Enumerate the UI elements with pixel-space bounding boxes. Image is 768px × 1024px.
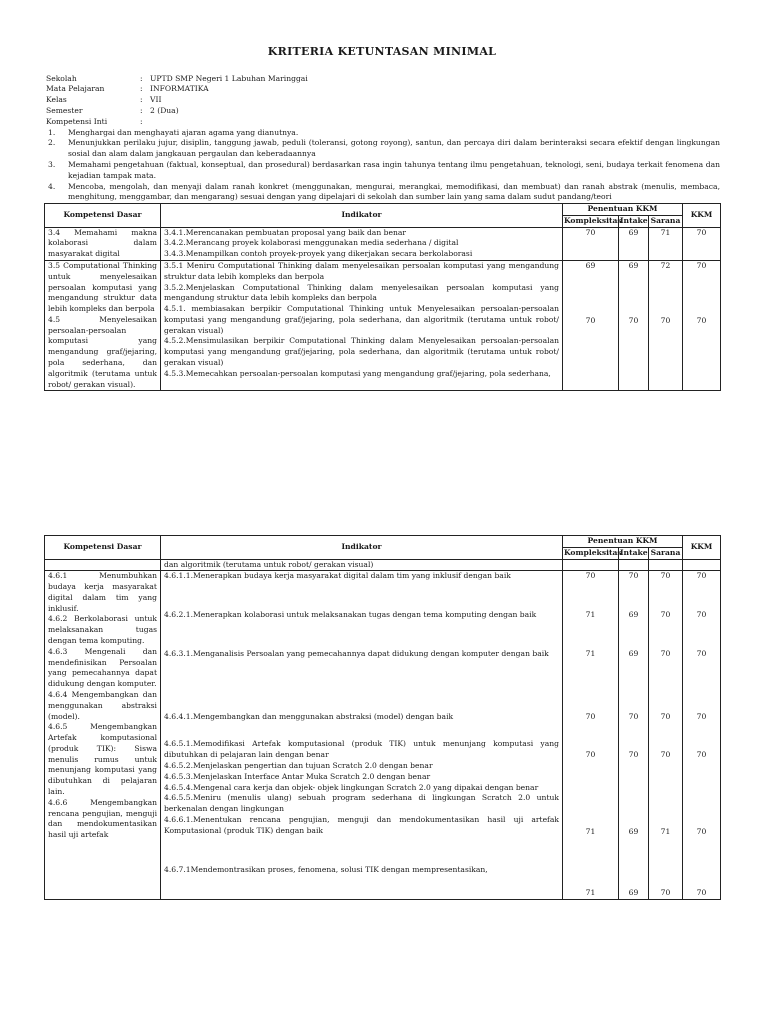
header-intake: Intake: [619, 547, 649, 559]
document-title: KRITERIA KETUNTASAN MINIMAL: [267, 45, 497, 58]
table-row: 3.4 Memahami makna kolaborasi dalam masyarakat digital 3.4.1.Merencanakan pembuatan proposal yang baik dan benar 3.4.2.Merancang proyek kolaborasi menggunakan media sederhana / digital 3.4.3.Menampilkan contoh proyek-proyek yang dikerjakan secara berkolaborasi 70 69 71 70: [45, 227, 721, 260]
header-kompetensi-dasar: Kompetensi Dasar: [45, 536, 161, 560]
header-penentuan-kkm: Penentuan KKM: [563, 536, 683, 548]
indicator-continuation: dan algoritmik (terutama untuk robot/ gerakan visual): [161, 559, 563, 571]
list-item: 4. Mencoba, mengolah, dan menyaji dalam ranah konkret (menggunakan, mengurai, merangkai, memodifikasi, dan membuat) dan ranah abstrak (menulis, membaca, menghitung, menggambar, dan mengarang) sesuai dengan yang dipelajari di sekolah dan sumber lain yang sama dalam sudut pandang/teori: [48, 181, 720, 202]
kkm-table-2: [44, 535, 721, 900]
meta-label: Semester: [46, 106, 83, 115]
header-kkm: KKM: [683, 536, 721, 560]
header-sarana: Sarana: [649, 547, 683, 559]
meta-label: Mata Pelajaran: [46, 84, 105, 94]
meta-label: Sekolah: [46, 73, 77, 83]
table-row: 4.6.1 Menumbuhkan budaya kerja masyarakat digital dalam tim yang inklusif. 4.6.2 Berkolaborasi untuk melaksanakan tugas dengan tema komputing. 4.6.3 Mengenali dan mendefinisikan Persoalan yang pemecahannya dapat didukung dengan komputer. 4.6.4 Mengembangkan dan menggunakan abstraksi (model). 4.6.5 Mengembangkan Artefak komputasional (produk TIK): Siswa menulis rumus untuk menunjang komputasi yang dibutuhkan di pelajaran lain. 4.6.6 Mengembangkan rencana pengujian, menguji dan mendokumentasikan hasil uji artefak 4.6.1.1.Menerapkan budaya kerja masyarakat digital dalam tim yang inklusif dengan baik 4.6.2.1.Menerapkan kolaborasi untuk melaksanakan tugas dengan tema komputing dengan baik 4.6.3.1.Menganalisis Persoalan yang pemecahannya dapat didukung dengan komputer dengan baik 4.6.4.1.Mengembangkan dan menggunakan abstraksi (model) dengan baik 4.6.5.1.Memodifikasi Artefak komputasional (produk TIK) untuk menunjang komputasi yang dibutuhkan di pelajaran lain dengan benar 4.6.5.2.Menjelaskan pengertian dan tujuan Scratch 2.0 dengan benar 4.6.5.3.Menjelaskan Interface Antar Muka Scratch 2.0 dengan benar 4.6.5.4.Mengenal cara kerja dan objek- objek lingkungan Scratch 2.0 yang dipakai dengan benar 4.6.5.5.Meniru (menulis ulang) sebuah program sederhana di lingkungan Scratch 2.0 untuk berkenalan dengan lingkungan 4.6.6.1.Menentukan rencana pengujian, menguji dan mendokumentasikan hasil uji artefak Komputasional (produk TIK) dengan baik 4.6.7.1Mendemontrasikan proses, fenomena, solusi TIK dengan mempresentasikan, 70 71 71 70 70 71 71 70 69 69 70 70 69 69 70 70 70 70 70 71 70 70 70 70 70 70 70 70: [45, 571, 721, 899]
header-kompetensi-dasar: Kompetensi Dasar: [45, 204, 161, 228]
table-row: [45, 559, 721, 571]
table-row: 3.5 Computational Thinking untuk menyelesaikan persoalan komputasi yang mengandung struktur data lebih kompleks dan berpola 4.5 Menyelesaikan persoalan-persoalan komputasi yang mengandung graf/jejaring, pola sederhana, dan algoritmik (terutama untuk robot/ gerakan visual). 3.5.1 Meniru Computational Thinking dalam menyelesaikan persoalan komputasi yang mengandung struktur data lebih kompleks dan berpola 3.5.2.Menjelaskan Computational Thinking dalam menyelesaikan persoalan komputasi yang mengandung struktur data lebih kompleks dan berpola 4.5.1. membiasakan berpikir Computational Thinking untuk Menyelesaikan persoalan-persoalan komputasi yang mengandung graf/jejaring, pola sederhana, dan algoritmik (terutama untuk robot/ gerakan visual) 4.5.2.Mensimulasikan berpikir Computational Thinking dalam Menyelesaikan persoalan-persoalan komputasi yang mengandung graf/jejaring, pola sederhana, dan algoritmik (terutama untuk robot/ gerakan visual) 4.5.3.Memecahkan persoalan-persoalan komputasi yang mengandung graf/jejaring, pola sederhana, 69 70 69 70 72 70 70 70: [45, 260, 721, 390]
identity-block: Sekolah : UPTD SMP Negeri 1 Labuhan Maringgai Mata Pelajaran : INFORMATIKA Kelas : VII Semester : 2 (Dua) Kompetensi Inti :: [46, 74, 720, 128]
list-item: 2. Menunjukkan perilaku jujur, disiplin, tanggung jawab, peduli (toleransi, gotong royong), santun, dan percaya diri dalam berinteraksi secara efektif dengan lingkungan sosial dan alam dalam jangkauan pergaulan dan keberadaannya: [48, 138, 720, 159]
meta-label: Kelas: [46, 95, 67, 105]
kkm-table-1: [44, 203, 721, 391]
header-kompleksitas: Kompleksitas: [563, 547, 619, 559]
meta-value: [150, 117, 720, 128]
header-sarana: Sarana: [649, 215, 683, 227]
meta-label: Kompetensi Inti: [46, 116, 108, 126]
header-kompleksitas: Kompleksitas: [563, 215, 619, 227]
meta-value: VII: [150, 95, 162, 105]
header-indikator: Indikator: [161, 204, 563, 228]
meta-value: INFORMATIKA: [150, 84, 209, 94]
list-item: 1. Menghargai dan menghayati ajaran agama yang dianutnya.: [48, 127, 299, 137]
indicator-cell: 4.6.1.1.Menerapkan budaya kerja masyarakat digital dalam tim yang inklusif dengan baik 4.6.2.1.Menerapkan kolaborasi untuk melaksanakan tugas dengan tema komputing dengan baik 4.6.3.1.Menganalisis Persoalan yang pemecahannya dapat didukung dengan komputer dengan baik 4.6.4.1.Mengembangkan dan menggunakan abstraksi (model) dengan baik 4.6.5.1.Memodifikasi Artefak komputasional (produk TIK) untuk menunjang komputasi yang dibutuhkan di pelajaran lain dengan benar 4.6.5.2.Menjelaskan pengertian dan tujuan Scratch 2.0 dengan benar 4.6.5.3.Menjelaskan Interface Antar Muka Scratch 2.0 dengan benar 4.6.5.4.Mengenal cara kerja dan objek- objek lingkungan Scratch 2.0 yang dipakai dengan benar 4.6.5.5.Meniru (menulis ulang) sebuah program sederhana di lingkungan Scratch 2.0 untuk berkenalan dengan lingkungan 4.6.6.1.Menentukan rencana pengujian, menguji dan mendokumentasikan hasil uji artefak Komputasional (produk TIK) dengan baik 4.6.7.1Mendemontrasikan proses, fenomena, solusi TIK dengan mempresentasikan,: [161, 571, 563, 899]
kd-cell: 3.4 Memahami makna kolaborasi dalam masyarakat digital: [45, 227, 161, 260]
header-indikator: Indikator: [161, 536, 563, 560]
list-item: 3. Memahami pengetahuan (faktual, konseptual, dan prosedural) berdasarkan rasa ingin tahunya tentang ilmu pengetahuan, teknologi, seni, budaya terkait fenomena dan kejadian tampak mata.: [48, 159, 720, 180]
page-2: [44, 535, 720, 900]
header-kkm: KKM: [683, 204, 721, 228]
header-intake: Intake: [619, 215, 649, 227]
indicator-cell: 3.4.1.Merencanakan pembuatan proposal yang baik dan benar 3.4.2.Merancang proyek kolaborasi menggunakan media sederhana / digital 3.4.3.Menampilkan contoh proyek-proyek yang dikerjakan secara berkolaborasi: [161, 227, 563, 260]
kd-cell: 3.5 Computational Thinking untuk menyelesaikan persoalan komputasi yang mengandung struktur data lebih kompleks dan berpola 4.5 Menyelesaikan persoalan-persoalan komputasi yang mengandung graf/jejaring, pola sederhana, dan algoritmik (terutama untuk robot/ gerakan visual).: [45, 260, 161, 390]
meta-value: 2 (Dua): [150, 106, 179, 115]
header-penentuan-kkm: Penentuan KKM: [563, 204, 683, 216]
meta-value: UPTD SMP Negeri 1 Labuhan Maringgai: [150, 73, 308, 83]
kompetensi-inti-list: [44, 128, 720, 203]
page-1: [44, 44, 720, 391]
kd-cell: 4.6.1 Menumbuhkan budaya kerja masyarakat digital dalam tim yang inklusif. 4.6.2 Berkolaborasi untuk melaksanakan tugas dengan tema komputing. 4.6.3 Mengenali dan mendefinisikan Persoalan yang pemecahannya dapat didukung dengan komputer. 4.6.4 Mengembangkan dan menggunakan abstraksi (model). 4.6.5 Mengembangkan Artefak komputasional (produk TIK): Siswa menulis rumus untuk menunjang komputasi yang dibutuhkan di pelajaran lain. 4.6.6 Mengembangkan rencana pengujian, menguji dan mendokumentasikan hasil uji artefak: [45, 571, 161, 899]
indicator-cell: 3.5.1 Meniru Computational Thinking dalam menyelesaikan persoalan komputasi yang mengandung struktur data lebih kompleks dan berpola 3.5.2.Menjelaskan Computational Thinking dalam menyelesaikan persoalan komputasi yang mengandung struktur data lebih kompleks dan berpola 4.5.1. membiasakan berpikir Computational Thinking untuk Menyelesaikan persoalan-persoalan komputasi yang mengandung graf/jejaring, pola sederhana, dan algoritmik (terutama untuk robot/ gerakan visual) 4.5.2.Mensimulasikan berpikir Computational Thinking dalam Menyelesaikan persoalan-persoalan komputasi yang mengandung graf/jejaring, pola sederhana, dan algoritmik (terutama untuk robot/ gerakan visual) 4.5.3.Memecahkan persoalan-persoalan komputasi yang mengandung graf/jejaring, pola sederhana,: [161, 260, 563, 390]
